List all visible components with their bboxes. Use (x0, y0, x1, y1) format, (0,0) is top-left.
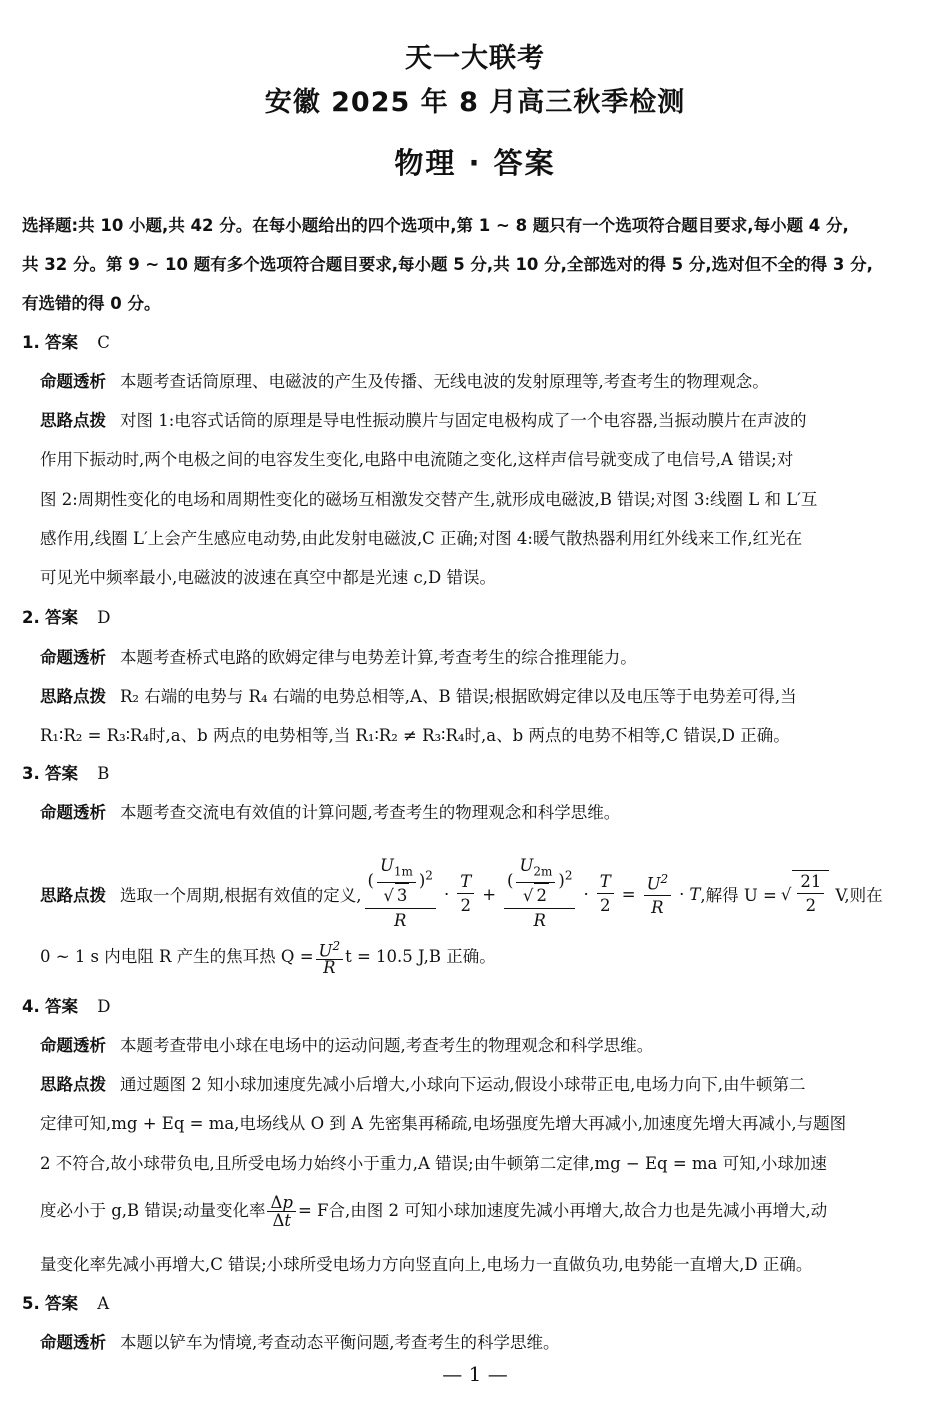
insight-label: 命题透析 (40, 1333, 106, 1352)
insight-text: 本题考查桥式电路的欧姆定律与电势差计算,考查考生的综合推理能力。 (120, 648, 637, 667)
question-5-answer (22, 1291, 932, 1317)
intro-line: 选择题:共 10 小题,共 42 分。在每小题给出的四个选项中,第 1 ~ 8 题只有一个选项符合题目要求,每小题 4 分, (22, 216, 849, 235)
question-4-answer (22, 994, 932, 1020)
insight-text: 本题考查话筒原理、电磁波的产生及传播、无线电波的发射原理等,考查考生的物理观念。 (120, 372, 769, 391)
exam-organizer-title: 天一大联考 (405, 43, 545, 74)
hint-label: 思路点拨 (40, 1075, 106, 1094)
answer-label: 答案 (45, 333, 78, 352)
question-3-hint-line2 (40, 940, 932, 974)
question-1-answer (22, 330, 932, 356)
hint-line: 定律可知,mg + Eq = ma,电场线从 O 到 A 先密集再稀疏,电场强度先增大再减小,加速度先增大再减小,与题图 (40, 1114, 847, 1133)
hint-text: t = 10.5 J,B 正确。 (345, 947, 496, 966)
hint-text: 0 ~ 1 s 内电阻 R 产生的焦耳热 Q = (40, 947, 314, 966)
hint-text: 度必小于 g,B 错误;动量变化率 (40, 1201, 266, 1220)
hint-text: 选取一个周期,根据有效值的定义, (120, 886, 362, 905)
answer-label: 答案 (45, 608, 78, 627)
subject-title: 物理 · 答案 (394, 146, 556, 180)
question-number: 3. (22, 764, 40, 783)
fraction-t-half: $\frac{T}{2}$ (457, 871, 474, 918)
question-number: 2. (22, 608, 40, 627)
insight-label: 命题透析 (40, 648, 106, 667)
question-3-answer (22, 761, 932, 787)
answer-label: 答案 (45, 1294, 78, 1313)
question-1-hint (40, 408, 932, 434)
fraction-t-half: $\frac{T}{2}$ (597, 871, 614, 918)
hint-line: 图 2:周期性变化的电场和周期性变化的磁场互相激发交替产生,就形成电磁波,B 错误;对图 3:线圈 L 和 L′互 (40, 490, 818, 509)
hint-line-momentum (40, 1192, 932, 1230)
question-3-hint-equation: 思路点拨 选取一个周期,根据有效值的定义, ( $\frac{U_{1m}}{√ 3}$ )$^2$ R · $\frac{T}{2}$ + ( $\frac{U_{2m}}{√ 2}$ )$^2$ R · $\frac{T}{2}$ = $\frac{U^2}{R}$ · T ,解得 U = √ $\frac{21}{2}$ V,则在 (40, 848, 940, 940)
question-1-insight (40, 369, 932, 395)
insight-text: 本题以铲车为情境,考查动态平衡问题,考查考生的科学思维。 (120, 1333, 560, 1352)
fraction-u2-over-r: $\frac{U^2}{R}$ (644, 868, 672, 921)
page-number: — 1 — (442, 1362, 508, 1386)
answer-value: D (97, 608, 111, 627)
insight-label: 命题透析 (40, 1036, 106, 1055)
answer-label: 答案 (45, 764, 78, 783)
insight-text: 本题考查交流电有效值的计算问题,考查考生的物理观念和科学思维。 (120, 803, 621, 822)
hint-text: 通过题图 2 知小球加速度先减小后增大,小球向下运动,假设小球带正电,电场力向下,由牛顿第二 (120, 1075, 806, 1094)
fraction-u2m: ( $\frac{U_{2m}}{√ 2}$ )$^2$ R (504, 855, 575, 933)
hint-line: 感作用,线圈 L′上会产生感应电动势,由此发射电磁波,C 正确;对图 4:暖气散热器利用红外线来工作,红光在 (40, 529, 803, 548)
hint-text: 对图 1:电容式话筒的原理是导电性振动膜片与固定电极构成了一个电容器,当振动膜片在声波的 (120, 411, 807, 430)
hint-line: R₁∶R₂ = R₃∶R₄时,a、b 两点的电势相等,当 R₁∶R₂ ≠ R₃∶R₄时,a、b 两点的电势不相等,C 错误,D 正确。 (40, 726, 790, 745)
hint-text: = F合,由图 2 可知小球加速度先减小再增大,故合力也是先减小再增大,动 (297, 1201, 828, 1220)
insight-text: 本题考查带电小球在电场中的运动问题,考查考生的物理观念和科学思维。 (120, 1036, 654, 1055)
question-3-insight (40, 800, 932, 826)
question-number: 5. (22, 1294, 40, 1313)
fraction-dp-dt: $\frac{\Delta p}{\Delta t}$ (267, 1194, 295, 1229)
question-2-answer (22, 605, 932, 631)
answer-value: C (97, 333, 110, 352)
fraction-u2-over-r: $\frac{U^2}{R}$ (316, 940, 344, 974)
insight-label: 命题透析 (40, 803, 106, 822)
fraction-u1m: ( $\frac{U_{1m}}{√ 3}$ )$^2$ R (365, 855, 436, 933)
question-4-hint (40, 1072, 932, 1098)
hint-line: 作用下振动时,两个电极之间的电容发生变化,电路中电流随之变化,这样声信号就变成了电信号,A 错误;对 (40, 450, 794, 469)
intro-line: 有选错的得 0 分。 (22, 294, 161, 313)
answer-value: D (97, 997, 111, 1016)
hint-line: 2 不符合,故小球带负电,且所受电场力始终小于重力,A 错误;由牛顿第二定律,mg − Eq = ma 可知,小球加速 (40, 1154, 827, 1173)
exam-name-title: 安徽 2025 年 8 月高三秋季检测 (264, 87, 686, 118)
intro-line: 共 32 分。第 9 ~ 10 题有多个选项符合题目要求,每小题 5 分,共 10 分,全部选对的得 5 分,选对但不全的得 3 分, (22, 255, 873, 274)
question-5-insight (40, 1330, 932, 1356)
hint-text: V,则在 (835, 886, 883, 905)
insight-label: 命题透析 (40, 372, 106, 391)
hint-label: 思路点拨 (40, 687, 106, 706)
answer-value: A (97, 1294, 110, 1313)
answer-label: 答案 (45, 997, 78, 1016)
hint-text: R₂ 右端的电势与 R₄ 右端的电势总相等,A、B 错误;根据欧姆定律以及电压等于电势差可得,当 (120, 687, 797, 706)
answer-value: B (97, 764, 110, 783)
hint-text: ,解得 U = (700, 886, 777, 905)
question-2-hint (40, 684, 932, 710)
question-number: 4. (22, 997, 40, 1016)
question-2-insight (40, 645, 932, 671)
question-4-insight (40, 1033, 932, 1059)
hint-line: 可见光中频率最小,电磁波的波速在真空中都是光速 c,D 错误。 (40, 568, 496, 587)
hint-line: 量变化率先减小再增大,C 错误;小球所受电场力方向竖直向上,电场力一直做负功,电势能一直增大,D 正确。 (40, 1255, 813, 1274)
hint-label: 思路点拨 (40, 886, 106, 905)
sqrt-expression: $\frac{21}{2}$ (792, 870, 829, 918)
hint-label: 思路点拨 (40, 411, 106, 430)
question-number: 1. (22, 333, 40, 352)
